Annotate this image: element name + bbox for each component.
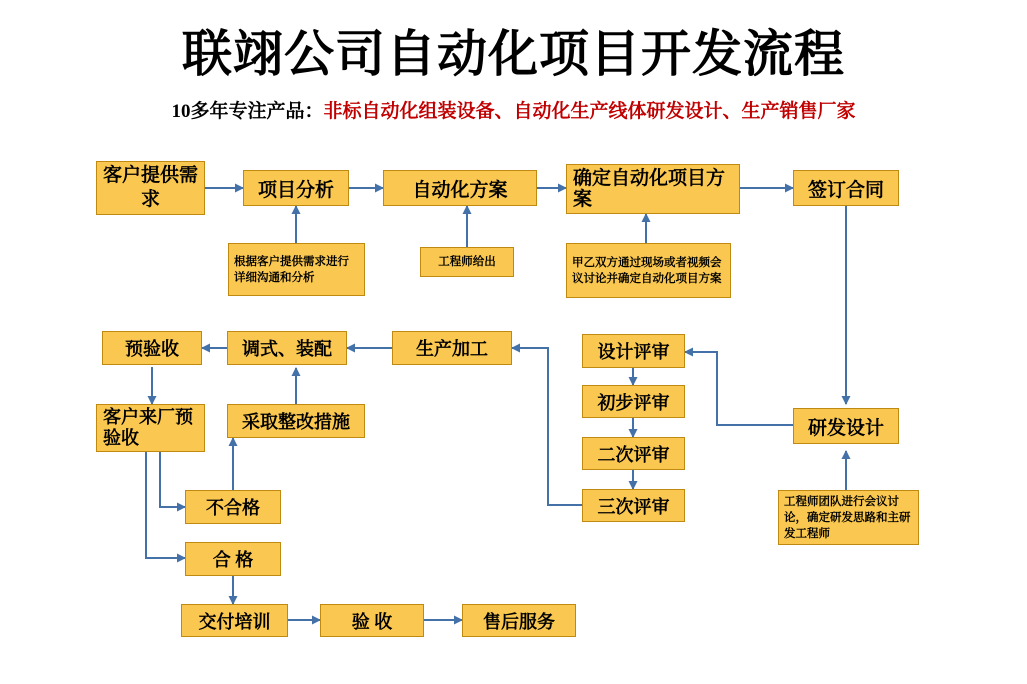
node-label: 项目分析 (257, 179, 334, 201)
node-label: 客户来厂预验收 (103, 407, 193, 448)
note-text: 根据客户提供需求进行详细沟通和分析 (234, 255, 349, 284)
node-label: 生产加工 (416, 339, 488, 359)
note-confirm (566, 243, 731, 298)
node-delivery-training[interactable] (181, 604, 288, 637)
node-label: 合 格 (212, 550, 254, 570)
node-rectification[interactable] (227, 404, 365, 438)
node-third-review[interactable] (582, 489, 685, 522)
node-project-analysis[interactable] (243, 170, 349, 206)
node-unqualified[interactable] (185, 490, 281, 524)
node-label: 客户提供需求 (103, 165, 199, 210)
subtitle-prefix: 10多年专注产品： (171, 101, 324, 122)
node-second-review[interactable] (582, 437, 685, 470)
page-subtitle (0, 100, 1027, 124)
node-label: 不合格 (206, 498, 260, 518)
node-label: 签订合同 (807, 179, 884, 201)
node-customer-visit[interactable] (96, 404, 205, 452)
node-label: 调式、装配 (242, 339, 332, 359)
note-analysis (228, 243, 365, 296)
node-after-sales[interactable] (462, 604, 576, 637)
subtitle-highlight: 非标自动化组装设备、自动化生产线体研发设计、生产销售厂家 (323, 101, 856, 122)
node-first-review[interactable] (582, 385, 685, 418)
note-text: 甲乙双方通过现场或者视频会议讨论并确定自动化项目方案 (572, 256, 722, 285)
node-label: 预验收 (125, 339, 179, 359)
node-label: 自动化方案 (412, 179, 508, 201)
note-plan (420, 247, 514, 277)
node-sign-contract[interactable] (793, 170, 899, 206)
node-debug-assembly[interactable] (227, 331, 347, 365)
node-label: 设计评审 (597, 342, 670, 362)
node-label: 二次评审 (597, 444, 670, 465)
node-qualified[interactable] (185, 542, 281, 576)
node-label: 初步评审 (597, 392, 670, 413)
node-rd-design[interactable] (793, 408, 899, 444)
node-pre-acceptance[interactable] (102, 331, 202, 365)
node-label: 验 收 (351, 611, 393, 632)
note-text: 工程师团队进行会议讨论，确定研发思路和主研发工程师 (784, 495, 911, 540)
note-rd (778, 490, 919, 545)
note-text: 工程师给出 (438, 256, 496, 268)
node-label: 研发设计 (807, 417, 884, 439)
node-label: 确定自动化项目方案 (573, 168, 726, 210)
node-label: 售后服务 (483, 611, 555, 632)
node-label: 交付培训 (198, 611, 271, 632)
node-design-review[interactable] (582, 334, 685, 368)
node-label: 采取整改措施 (242, 412, 350, 432)
page-title: 联翊公司自动化项目开发流程 (182, 26, 845, 82)
node-customer-demand[interactable] (96, 161, 205, 215)
node-production[interactable] (392, 331, 512, 365)
node-automation-plan[interactable] (383, 170, 537, 206)
node-confirm-plan[interactable] (566, 164, 740, 214)
node-label: 三次评审 (597, 496, 670, 517)
node-acceptance[interactable] (320, 604, 424, 637)
